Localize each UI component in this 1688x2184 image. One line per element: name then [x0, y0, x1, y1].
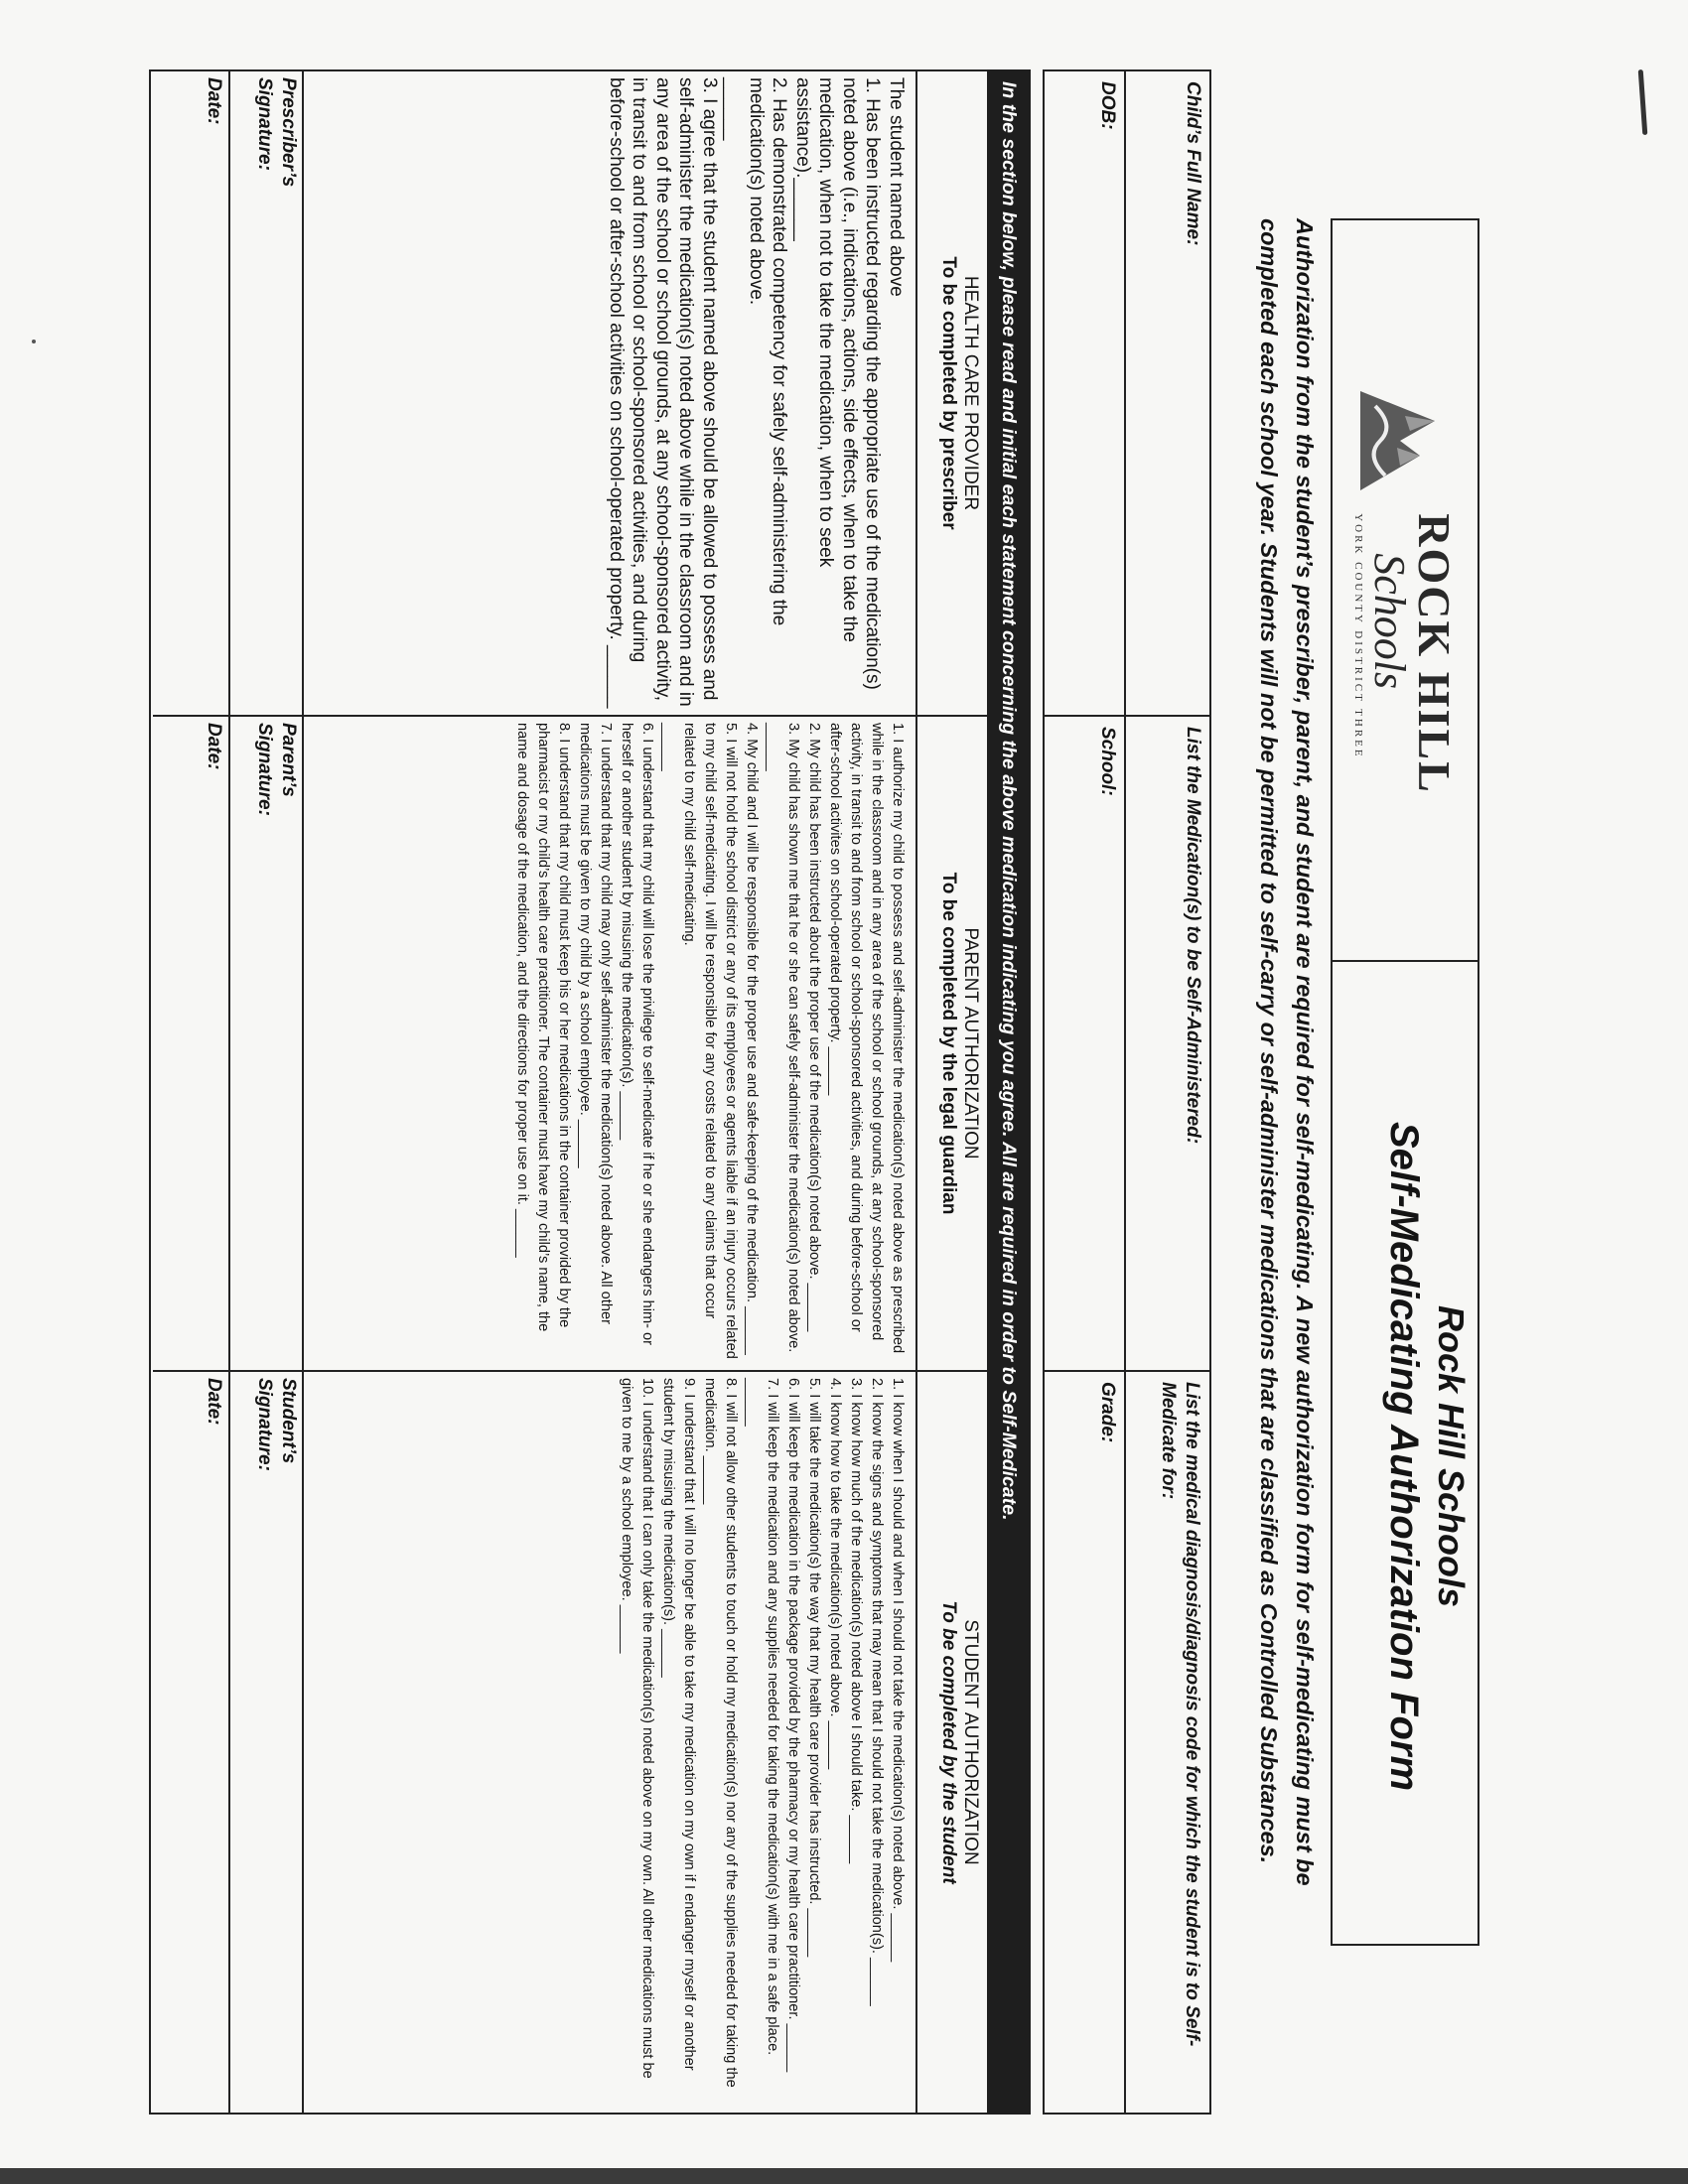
student-date-field[interactable] — [153, 1372, 230, 2113]
student-statements: 1. I know when I should and when I should not take the medication(s) noted above. ______ 2. I know the signs and symptoms that may mean that I should not take the medication(s). ______ 3. I know how much of the medication(s) noted above I should take. ______ 4. I know how to take the medication(s) noted above. ______ 5. I will take the medication(s) the way that my health care provider has instructed. ______ 6. I will keep the medication in the package provided by the pharmacy or my health care practitioner. ______ 7. I will keep the medication and any supplies needed for taking the medication(s) with me in a safe place. ______ 8. I will not allow other students to touch or hold my medication(s) nor any of the supplies needed for taking the medication. ______ 9. I understand that I will no longer be able to take my medication on my own if I endanger myself or another student by misusing the medication(s). ______ 10. I understand that I can only take the medication(s) noted above on my own. All other medications must be given to me by a school employee. ______ — [619, 1378, 906, 2088]
authorization-table — [149, 69, 987, 2115]
provider-statements: The student named above 1. Has been instructed regarding the appropriate use of the medication(s) noted above (i.e., indications, actions, side effects, when to take the medication, when not to take the medication, when to seek assistance).______ 2. Has demonstrated competency for safely self-administering the medication(s) noted above. ______ 3. I agree that the student named above should be allowed to possess and self-administer the medication(s) noted above while in the classroom and in any area of the school or school grounds, at any school-sponsored activity, in transit to and from school or school-sponsored activities, and during before-school or after-school activities on school-operated property. ______ — [606, 77, 907, 709]
parent-label: Parent’s — [278, 723, 299, 797]
speck-mark — [32, 340, 36, 343]
prescriber-date-field[interactable] — [153, 71, 230, 715]
rock-hill-emblem-icon — [1355, 386, 1455, 495]
provider-heading — [915, 71, 987, 715]
child-name-field[interactable] — [1124, 71, 1209, 717]
provider-column — [153, 71, 987, 717]
student-signature-field[interactable] — [230, 1372, 304, 2113]
logo-wordmark — [1352, 513, 1461, 794]
child-name-label: Child’s Full Name: — [1183, 81, 1203, 246]
dob-field[interactable] — [1045, 71, 1124, 717]
medications-label: List the Medication(s) to be Self-Administered: — [1183, 727, 1203, 1145]
banner-text: In the section below, please read and initial each statement concerning the above medication indicating you agree. All are required in order to Self-Medicate. — [998, 81, 1021, 1521]
student-info-table — [1043, 69, 1211, 2115]
parent-date-label: Date: — [204, 723, 224, 770]
parent-column — [153, 717, 987, 1372]
diagnosis-label: List the medical diagnosis/diagnosis code for which the student is to Self-Medicate for: — [1158, 1382, 1202, 2047]
parent-subtitle: To be completed by the legal guardian — [938, 872, 959, 1215]
parent-heading — [915, 717, 987, 1370]
scanner-edge — [0, 2168, 1688, 2184]
prescriber-date-label: Date: — [204, 77, 224, 125]
prescriber-signature-field[interactable] — [230, 71, 304, 715]
provider-subtitle: To be completed by prescriber — [938, 256, 959, 530]
student-heading — [915, 1372, 987, 2113]
pen-mark — [1638, 69, 1648, 135]
form-header — [1331, 218, 1479, 1946]
school-field[interactable] — [1045, 717, 1124, 1372]
parent-statements: 1. I authorize my child to possess and self-administer the medication(s) noted above as prescribed while in the classroom and in any area of the school or school grounds, at any school-sponsored activity, in transit to and from school or school-sponsored activities, and during before-school or after-school activites on school-operated property. ______ 2. My child has been instructed about the proper use of the medication(s) noted above. ______ 3. My child has shown me that he or she can safely self-administer the medication(s) noted above. ______ 4. My child and I will be responsible for the proper use and safe-keeping of the medication. ______ 5. I will not hold the school district or any of its employees or agents liable if an injury occurs related to my child self-medicating. I will be responsible for any costs related to any claims that occur related to my child self-medicating. ______ 6. I understand that my child will lose the privilege to self-medicate if he or she endangers him- or herself or another student by misusing the medication(s). ______ 7. I understand that my child may only self-administer the medication(s) noted above. All other medications must be given to my child by a school employee. ______ 8. I understand that my child must keep his or her medications in the container provided by the pharmacist or my child’s health care practitioner. The container must have my child’s name, the name and dosage of the medication, and the directions for proper use on it. ______ — [514, 723, 906, 1359]
medications-field[interactable] — [1124, 717, 1209, 1372]
student-subtitle: To be completed by the student — [938, 1600, 959, 1884]
parent-signature-field[interactable] — [230, 717, 304, 1370]
logo-line-1: ROCK HILL — [1409, 513, 1461, 794]
student-title: STUDENT AUTHORIZATION — [960, 1619, 981, 1865]
prescriber-label: Prescriber’s — [278, 77, 299, 188]
provider-title: HEALTH CARE PROVIDER — [960, 275, 981, 511]
title-line-1: Rock Hill Schools — [1431, 1304, 1472, 1608]
school-label: School: — [1097, 727, 1118, 796]
form-title — [1381, 975, 1472, 1938]
prescriber-signature-label: Signature: — [254, 77, 275, 171]
student-signature-label: Signature: — [254, 1378, 275, 1471]
rotated-form — [149, 69, 1479, 2115]
district-logo — [1333, 220, 1477, 962]
parent-signature-label: Signature: — [254, 723, 275, 816]
diagnosis-field[interactable] — [1124, 1372, 1209, 2113]
parent-title: PARENT AUTHORIZATION — [960, 927, 981, 1160]
student-label: Student’s — [278, 1378, 299, 1464]
grade-field[interactable] — [1045, 1372, 1124, 2113]
student-column — [153, 1372, 987, 2113]
student-date-label: Date: — [204, 1378, 224, 1426]
title-line-2: Self-Medicating Authorization Form — [1382, 1121, 1426, 1792]
logo-line-3: YORK COUNTY DISTRICT THREE — [1352, 513, 1365, 759]
logo-line-2: Schools — [1365, 553, 1415, 690]
grade-label: Grade: — [1097, 1382, 1118, 1443]
intro-text: Authorization from the student’s prescriber, parent, and student are required for self-medicating. A new authorization form for self-medicating must be completed each school year. Students will not be permitted to self-carry or self-administer medications that are classified as Controlled Substances. — [1256, 218, 1318, 1886]
parent-date-field[interactable] — [153, 717, 230, 1370]
instructions-banner — [987, 69, 1031, 2115]
dob-label: DOB: — [1097, 81, 1118, 130]
